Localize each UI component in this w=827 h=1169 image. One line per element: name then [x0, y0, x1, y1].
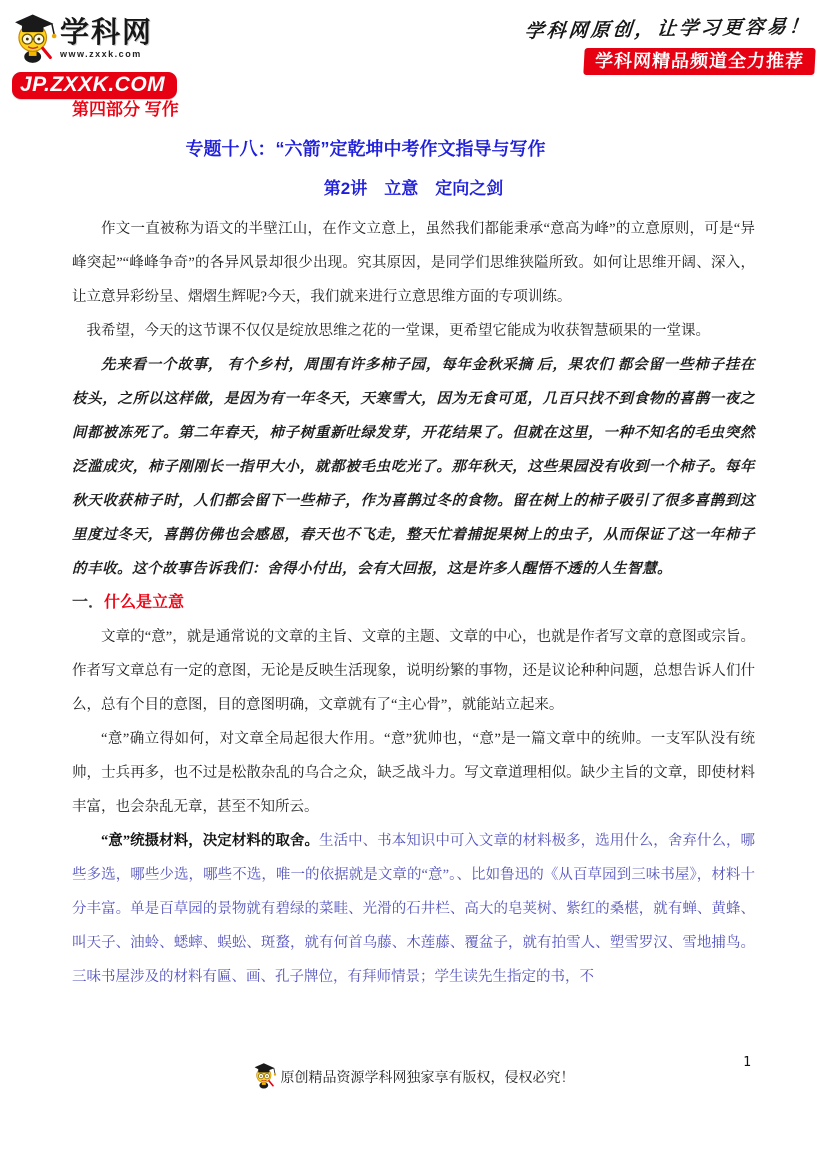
part-title: 第四部分 写作	[72, 100, 179, 119]
jp-domain-badge: JP.ZXXK.COM	[12, 72, 177, 99]
section-heading-1	[72, 586, 755, 620]
logo-text	[60, 18, 153, 59]
copyright-text: 原创精品资源学科网独家享有版权，侵权必究！	[280, 1071, 575, 1086]
paragraph-story: 先来看一个故事， 有个乡村，周围有许多柿子园，每年金秋采摘 后，果农们 都会留一些柿子挂在枝头，之所以这样做，是因为有一年冬天，天寒雪大，因为无食可觅，几百只找不到食物的喜鹊一夜之间都被冻死了。第二年春天，柿子树重新吐绿发芽，开花结果了。但就在这里，一种不知名的毛虫突然泛滥成灾，柿子刚刚长一指甲大小，就都被毛虫吃光了。那年秋天，这些果园没有收到一个柿子。每年秋天收获柿子时，人们都会留下一些柿子，作为喜鹊过冬的食物。留在树上的柿子吸引了很多喜鹊到这里度过冬天，喜鹊仿佛也会感恩，春天也不飞走，整天忙着捕捉果树上的虫子，从而保证了这一年柿子的丰收。这个故事告诉我们：舍得小付出，会有大回报，这是许多人醒悟不透的人生智慧。	[72, 357, 755, 577]
lecture-title: 第2讲 立意 定向之剑	[323, 179, 504, 198]
paragraph-intro-1: 作文一直被称为语文的半壁江山，在作文立意上，虽然我们都能秉承“意高为峰”的立意原则，可是“异峰突起”“峰峰争奇”的各异风景却很少出现。究其原因，是同学们思维狭隘所致。如何让思维开阔、深入，让立意异彩纷呈、熠熠生辉呢?今天，我们就来进行立意思维方面的专项训练。	[72, 221, 755, 305]
brand-slogan: 学科网原创，让学习更容易！	[523, 15, 813, 43]
xkw-mascot-icon	[12, 8, 58, 69]
page-header	[0, 0, 827, 96]
topic-title: 专题十八：“六箭”定乾坤中考作文指导与写作	[185, 139, 546, 159]
logo-row	[12, 8, 177, 69]
page-number: 1	[743, 1055, 751, 1070]
header-right	[525, 14, 815, 75]
xkw-mascot-icon	[253, 1060, 277, 1094]
paragraph-definition-1: 文章的“意”，就是通常说的文章的主旨、文章的主题、文章的中心，也就是作者写文章的意图或宗旨。作者写文章总有一定的意图，无论是反映生活现象，说明纷繁的事物，还是议论种种问题，总想告诉人们什么，总有个目的意图，目的意图明确，文章就有了“主心骨”，就能站立起来。	[72, 629, 755, 713]
paragraph-blue-text: 生活中、书本知识中可入文章的材料极多，选用什么，舍弃什么，哪些多选，哪些少选，哪些不选，唯一的依据就是文章的“意”。、比如鲁迅的《从百草园到三味书屋》，材料十分丰富。单是百草园的景物就有碧绿的菜畦、光滑的石井栏、高大的皂荚树、紫红的桑椹，就有蝉、黄蜂、叫天子、油蛉、蟋蟀、蜈蚣、斑蝥，就有何首乌藤、木莲藤、覆盆子，就有拍雪人、塑雪罗汉、雪地捕鸟。三味书屋涉及的材料有匾、画、孔子牌位，有拜师情景；学生读先生指定的书，不	[72, 833, 756, 985]
document-content	[0, 82, 827, 994]
section-number: 一．	[72, 594, 105, 611]
site-url: www.zxxk.com	[60, 49, 142, 59]
promo-badge: 学科网精品频道全力推荐	[583, 48, 815, 75]
brand-name: 学科网	[60, 17, 154, 49]
site-logo	[12, 8, 177, 99]
paragraph-material-selection	[72, 824, 755, 994]
paragraph-bold-lead: “意”统摄材料，决定材料的取舍。	[101, 833, 320, 849]
section-title: 什么是立意	[104, 594, 185, 611]
copyright-footer	[0, 1060, 827, 1094]
paragraph-definition-2: “意”确立得如何，对文章全局起很大作用。“意”犹帅也，“意”是一篇文章中的统帅。一支军队没有统帅，士兵再多，也不过是松散杂乱的乌合之众，缺乏战斗力。写文章道理相似。缺少主旨的文章，即使材料丰富，也会杂乱无章，甚至不知所云。	[72, 731, 755, 815]
paragraph-intro-2: 我希望，今天的这节课不仅仅是绽放思维之花的一堂课，更希望它能成为收获智慧硕果的一堂课。	[86, 323, 710, 339]
